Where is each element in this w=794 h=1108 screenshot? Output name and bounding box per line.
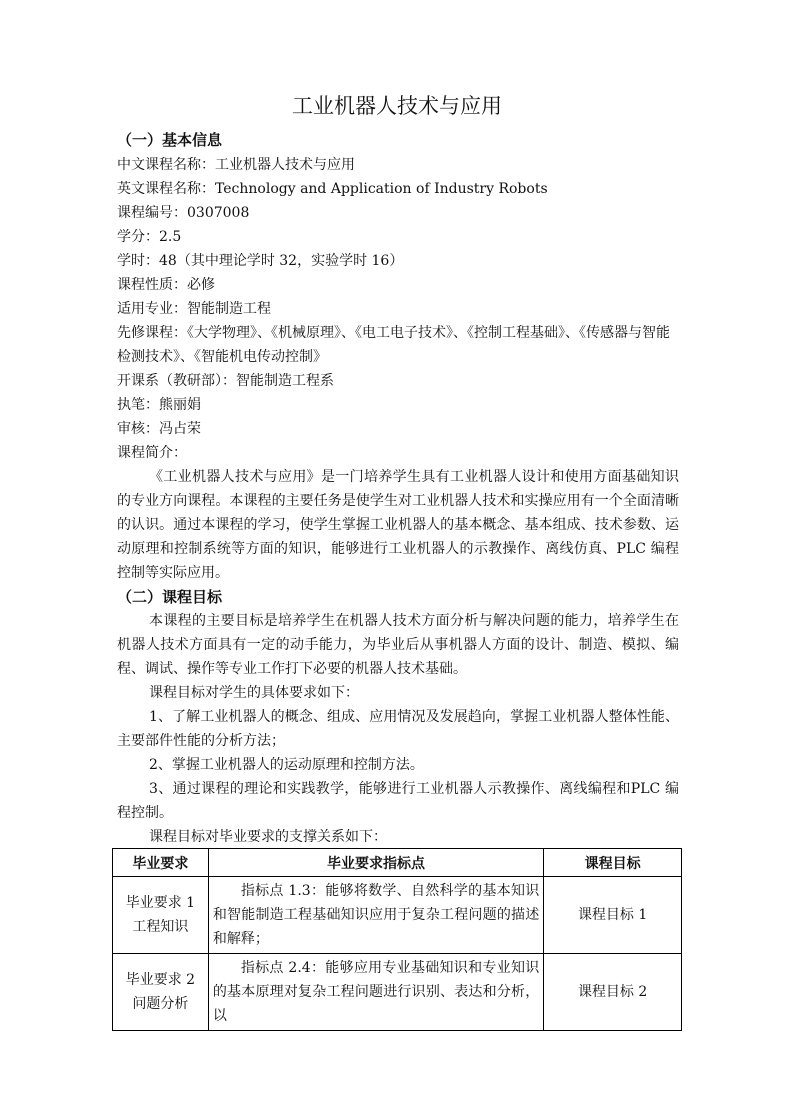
cell-course-goal: 课程目标 2 bbox=[544, 954, 682, 1031]
goals-paragraph: 本课程的主要目标是培养学生在机器人技术方面分析与解决问题的能力，培养学生在机器人技术方面具有一定的动手能力，为毕业后从事机器人方面的设计、制造、模拟、编程、调试、操作等专业工作打下必要的机器人技术基础。 bbox=[117, 613, 679, 677]
field-reviewer: 审核：冯占荣 bbox=[117, 421, 201, 437]
field-department: 开课系（教研部）：智能制造工程系 bbox=[117, 373, 334, 389]
cell-indicator-point: 指标点 1.3：能够将数学、自然科学的基本知识和智能制造工程基础知识应用于复杂工程问题的描述和解释； bbox=[208, 877, 543, 954]
header-course-goal: 课程目标 bbox=[544, 849, 682, 877]
table-row bbox=[113, 877, 682, 954]
field-chinese-name: 中文课程名称：工业机器人技术与应用 bbox=[117, 157, 355, 173]
field-hours: 学时：48（其中理论学时 32，实验学时 16） bbox=[117, 253, 404, 269]
goal-item-1: 1、了解工业机器人的概念、组成、应用情况及发展趋向，掌握工业机器人整体性能、主要部件性能的分析方法； bbox=[117, 709, 679, 749]
field-prerequisites: 先修课程：《大学物理》、《机械原理》、《电工电子技术》、《控制工程基础》、《传感器与智能 bbox=[117, 325, 670, 341]
table-header-row bbox=[113, 849, 682, 877]
header-indicator-point: 毕业要求指标点 bbox=[208, 849, 543, 877]
goal-item-3: 3、通过课程的理论和实践教学，能够进行工业机器人示教操作、离线编程和PLC 编程控制。 bbox=[117, 781, 679, 821]
section-heading-basic-info: （一）基本信息 bbox=[117, 131, 223, 149]
field-author: 执笔：熊丽娟 bbox=[117, 397, 201, 413]
field-prerequisites-cont: 检测技术》、《智能机电传动控制》 bbox=[117, 349, 327, 365]
section-heading-course-goals: （二）课程目标 bbox=[117, 588, 223, 606]
cell-indicator-point: 指标点 2.4：能够应用专业基础知识和专业知识的基本原理对复杂工程问题进行识别、表达和分析，以 bbox=[208, 954, 543, 1031]
field-major: 适用专业：智能制造工程 bbox=[117, 301, 271, 317]
cell-requirement: 毕业要求 2 问题分析 bbox=[113, 954, 209, 1031]
field-course-code: 课程编号：0307008 bbox=[117, 205, 250, 221]
field-course-type: 课程性质：必修 bbox=[117, 277, 215, 293]
field-english-name: 英文课程名称：Technology and Application of Industry Robots bbox=[117, 181, 548, 197]
header-graduation-requirement: 毕业要求 bbox=[113, 849, 209, 877]
goal-item-2: 2、掌握工业机器人的运动原理和控制方法。 bbox=[149, 757, 424, 773]
support-relation-table bbox=[112, 848, 682, 1031]
document-title: 工业机器人技术与应用 bbox=[292, 94, 502, 118]
goals-requirements-intro: 课程目标对学生的具体要求如下： bbox=[149, 685, 359, 701]
table-caption: 课程目标对毕业要求的支撑关系如下： bbox=[149, 829, 387, 845]
cell-requirement: 毕业要求 1 工程知识 bbox=[113, 877, 209, 954]
field-credits: 学分：2.5 bbox=[117, 229, 182, 245]
cell-course-goal: 课程目标 1 bbox=[544, 877, 682, 954]
course-intro-paragraph: 《工业机器人技术与应用》是一门培养学生具有工业机器人设计和使用方面基础知识的专业方向课程。本课程的主要任务是使学生对工业机器人技术和实操应用有一个全面清晰的认识。通过本课程的学习，使学生掌握工业机器人的基本概念、基本组成、技术参数、运动原理和控制系统等方面的知识，能够进行工业机器人的示教操作、离线仿真、PLC 编程控制等实际应用。 bbox=[117, 469, 679, 581]
table-row bbox=[113, 954, 682, 1031]
field-intro-label: 课程简介： bbox=[117, 445, 187, 461]
